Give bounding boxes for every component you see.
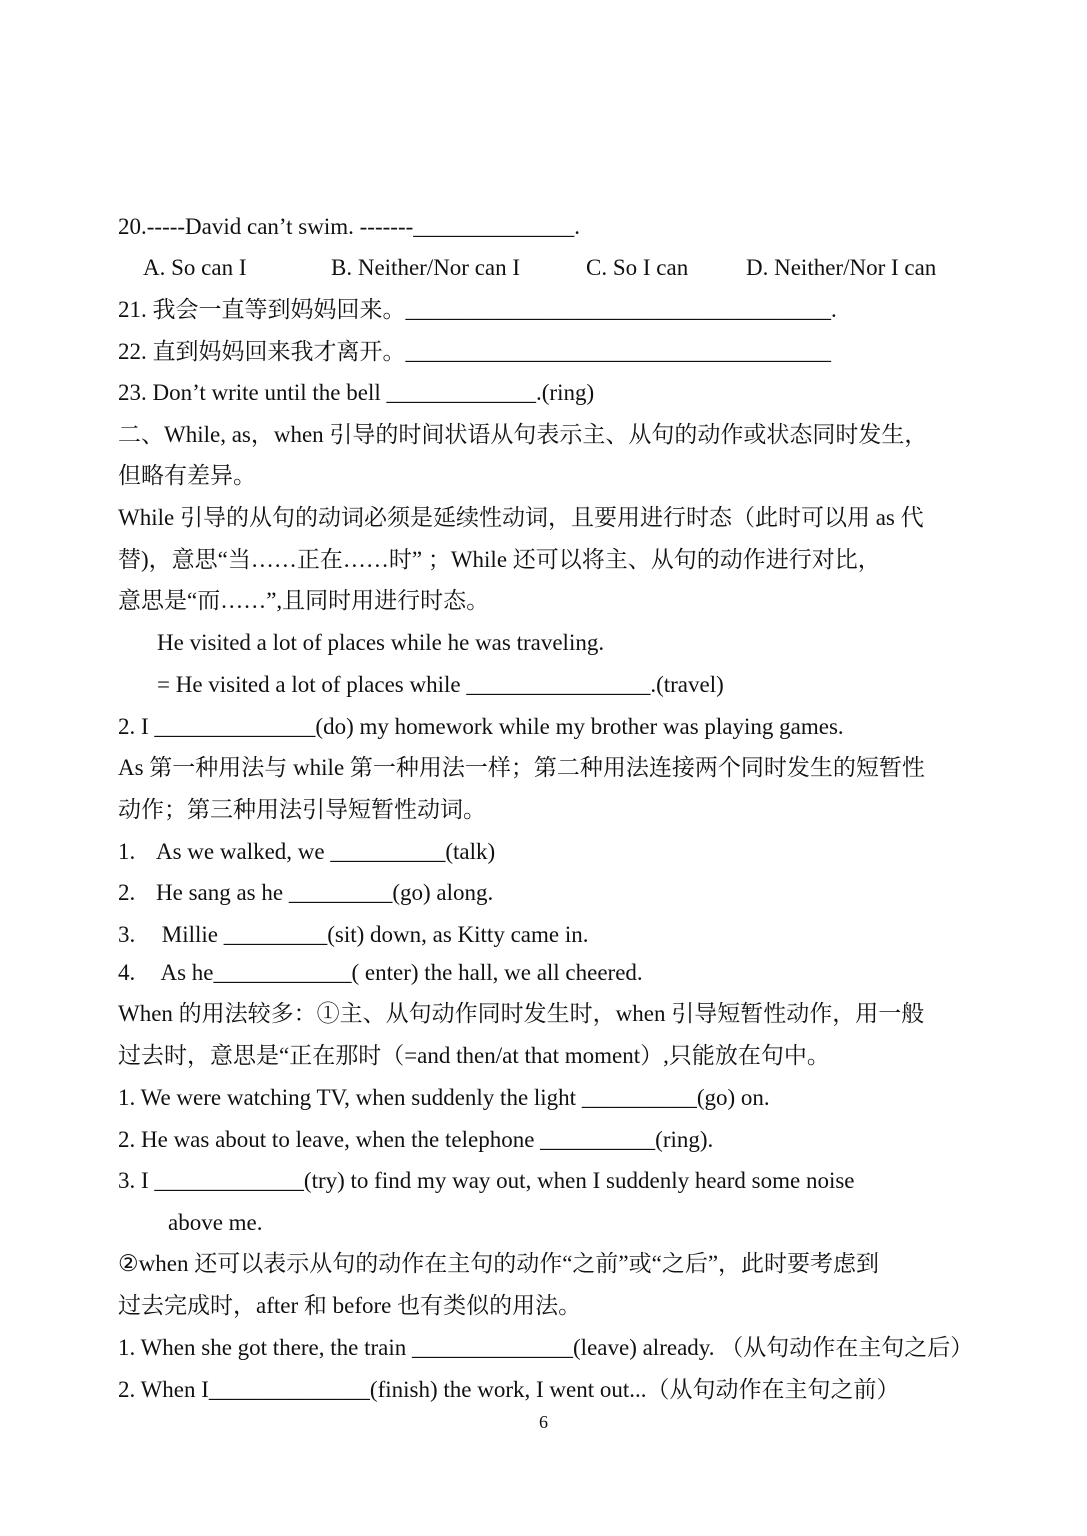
- option-b: B. Neither/Nor can I: [331, 255, 521, 280]
- as-item-number: 1.: [118, 839, 136, 864]
- when-rule2-line-1: ②when 还可以表示从句的动作在主句的动作“之前”或“之后”，此时要考虑到: [118, 1251, 880, 1276]
- as-item-number: 3.: [118, 922, 136, 947]
- option-c: C. So I can: [586, 255, 689, 280]
- when2-item-2: 2. When I______________(finish) the work, I went out...（从句动作在主句之前）: [118, 1377, 900, 1402]
- as-item-number: 4.: [118, 960, 136, 985]
- option-d: D. Neither/Nor I can: [746, 255, 937, 280]
- when-item-3-continuation: above me.: [168, 1210, 263, 1235]
- as-rule-line-1: As 第一种用法与 while 第一种用法一样；第二种用法连接两个同时发生的短暂性: [118, 755, 925, 780]
- as-item-2: [118, 879, 1018, 907]
- as-item-text: Millie _________(sit) down, as Kitty came in.: [156, 922, 589, 947]
- question-22: 22. 直到妈妈回来我才离开。_____________________________________: [118, 339, 831, 364]
- as-item-1: [118, 838, 1018, 866]
- question-21: 21. 我会一直等到妈妈回来。_____________________________________.: [118, 297, 837, 322]
- as-item-text: As we walked, we __________(talk): [156, 839, 496, 864]
- page-number: 6: [539, 1412, 548, 1432]
- when-item-3: 3. I _____________(try) to find my way out, when I suddenly heard some noise: [118, 1168, 855, 1193]
- section-2-heading-line-2: 但略有差异。: [118, 463, 256, 488]
- while-example-2: = He visited a lot of places while ________________.(travel): [157, 672, 724, 697]
- section-2-heading-line-1: 二、While, as，when 引导的时间状语从句表示主、从句的动作或状态同时发生，: [118, 422, 928, 447]
- as-item-text: As he____________( enter) the hall, we all cheered.: [156, 960, 643, 985]
- as-item-4: [118, 959, 1018, 987]
- as-rule-line-2: 动作；第三种用法引导短暂性动词。: [118, 797, 486, 822]
- option-a: A. So can I: [143, 255, 247, 280]
- when-rule-line-2: 过去时，意思是“正在那时（=and then/at that moment）,只能放在句中。: [118, 1043, 830, 1068]
- as-item-3: [118, 921, 1018, 949]
- when2-item-1: 1. When she got there, the train ______________(leave) already. （从句动作在主句之后）: [118, 1335, 974, 1360]
- while-example-1: He visited a lot of places while he was traveling.: [157, 630, 605, 655]
- while-rule-line-3: 意思是“而……”,且同时用进行时态。: [118, 588, 490, 613]
- when-item-1: 1. We were watching TV, when suddenly the light __________(go) on.: [118, 1085, 770, 1110]
- question-20-options: [143, 254, 1043, 282]
- question-23: 23. Don’t write until the bell _____________.(ring): [118, 380, 595, 405]
- when-item-2: 2. He was about to leave, when the telephone __________(ring).: [118, 1127, 714, 1152]
- as-item-text: He sang as he _________(go) along.: [156, 880, 494, 905]
- while-rule-line-1: While 引导的从句的动词必须是延续性动词，且要用进行时态（此时可以用 as 代: [118, 505, 924, 530]
- when-rule2-line-2: 过去完成时，after 和 before 也有类似的用法。: [118, 1293, 582, 1318]
- while-exercise-2: 2. I ______________(do) my homework while my brother was playing games.: [118, 714, 844, 739]
- as-item-number: 2.: [118, 880, 136, 905]
- while-rule-line-2: 替)，意思“当……正在……时” ；While 还可以将主、从句的动作进行对比，: [118, 547, 881, 572]
- question-20: 20.-----David can’t swim. -------______________.: [118, 214, 581, 239]
- when-rule-line-1: When 的用法较多：①主、从句动作同时发生时，when 引导短暂性动作，用一般: [118, 1001, 925, 1026]
